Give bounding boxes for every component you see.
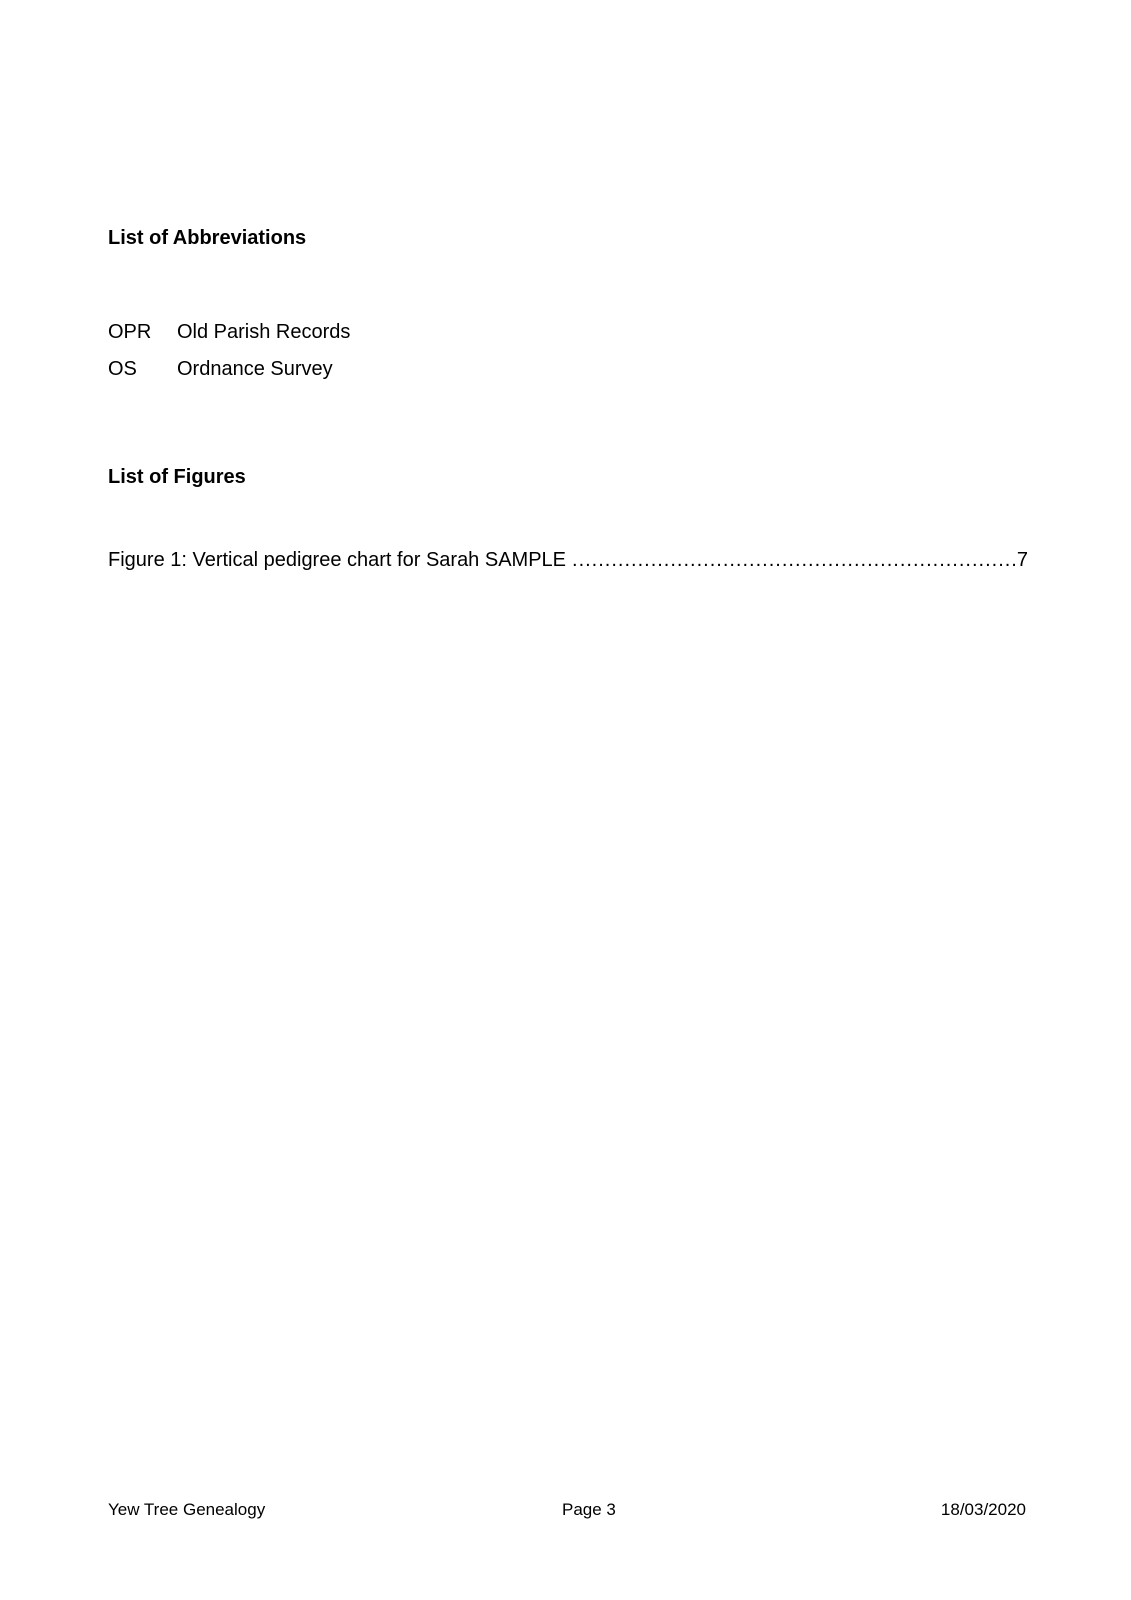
abbreviation-code: OS [108, 358, 137, 380]
abbreviations-list [108, 320, 350, 394]
footer-date: 18/03/2020 [940, 1500, 1026, 1519]
figure-toc-page-number: 7 [1016, 549, 1028, 571]
abbreviation-code: OPR [108, 321, 152, 343]
abbreviations-heading: List of Abbreviations [108, 227, 307, 249]
footer-page-number: Page 3 [562, 1500, 616, 1519]
dot-leader [572, 548, 1015, 572]
abbreviation-row [108, 320, 350, 357]
abbreviation-meaning: Old Parish Records [177, 321, 351, 343]
footer-company-name: Yew Tree Genealogy [108, 1500, 266, 1519]
abbreviation-row [108, 357, 350, 394]
figure-toc-title: Figure 1: Vertical pedigree chart for Sarah SAMPLE [108, 549, 567, 571]
abbreviation-meaning: Ordnance Survey [177, 358, 333, 380]
figures-heading: List of Figures [108, 466, 246, 488]
figure-toc-entry[interactable] [108, 548, 1028, 572]
